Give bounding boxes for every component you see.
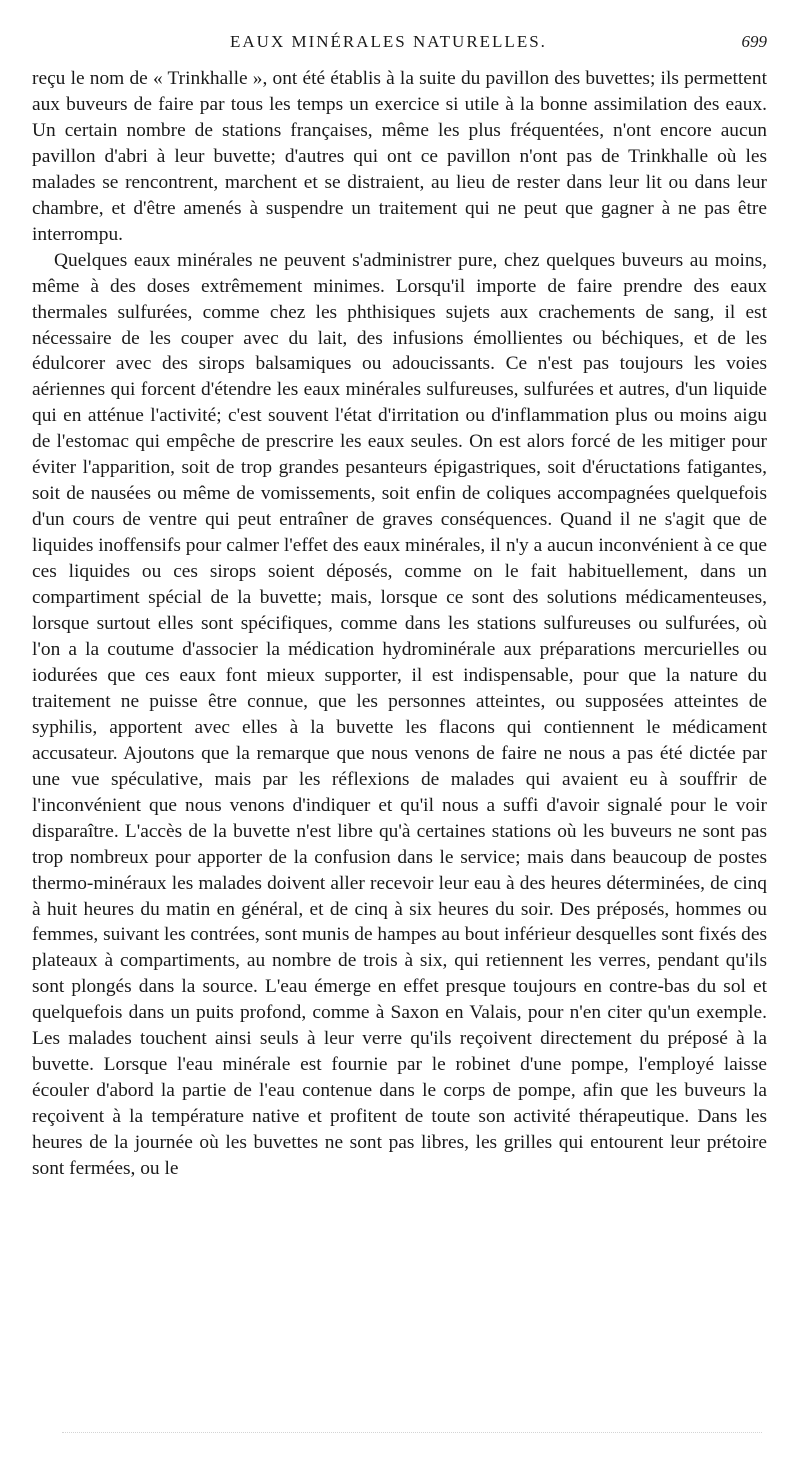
page-number: 699 [741,32,767,51]
running-title: EAUX MINÉRALES NATURELLES. [230,32,547,51]
running-head [32,32,767,56]
paragraph-mineral-waters-dilution: Quelques eaux minérales ne peuvent s'administrer pure, chez quelques buveurs au moins, même à des doses extrêmement minimes. Lorsqu'il importe de faire prendre des eaux thermales sulfurées, comme chez les phthisiques sujets aux crachements de sang, il est nécessaire de les couper avec du lait, des infusions émollientes ou béchiques, et de les édulcorer avec des sirops balsamiques ou adoucissants. Ce n'est pas toujours les voies aériennes qui forcent d'étendre les eaux minérales sulfureuses, sulfurées et autres, d'un liquide qui en atténue l'activité; c'est souvent l'état d'irritation ou d'inflammation plus ou moins aigu de l'estomac qui empêche de prescrire les eaux seules. On est alors forcé de les mitiger pour éviter l'apparition, soit de trop grandes pesanteurs épigastriques, soit d'éructations fatigantes, soit de nausées ou même de vomissements, soit enfin de coliques accompagnées quelquefois d'un cours de ventre qui peut entraîner de graves conséquences. Quand il ne s'agit que de liquides inoffensifs pour calmer l'effet des eaux minérales, il n'y a aucun inconvénient à ce que ces liquides ou ces sirops soient déposés, comme on le fait habituellement, dans un compartiment spécial de la buvette; mais, lorsque ce sont des solutions médicamenteuses, lorsque surtout elles sont spécifiques, comme dans les stations sulfureuses ou sulfurées, où l'on a la coutume d'associer la médication hydrominérale aux préparations mercurielles ou iodurées que ces eaux font mieux supporter, il est indispensable, pour que la nature du traitement ne puisse être connue, que les personnes atteintes, ou supposées atteintes de syphilis, apportent avec elles à la buvette les flacons qui contiennent le médicament accusateur. Ajoutons que la remarque que nous venons de faire ne nous a pas été dictée par une vue spéculative, mais par les réflexions de malades qui avaient eu à souffrir de l'inconvénient que nous venons d'indiquer et qu'il nous a suffi d'avoir signalé pour le voir disparaître. L'accès de la buvette n'est libre qu'à certaines stations où les buveurs ne sont pas trop nombreux pour apporter de la confusion dans le service; mais dans beaucoup de postes thermo-minéraux les malades doivent aller recevoir leur eau à des heures déterminées, de cinq à huit heures du matin en général, et de cinq à six heures du soir. Des préposés, hommes ou femmes, suivant les contrées, sont munis de hampes au bout inférieur desquelles sont fixés des plateaux à compartiments, au nombre de trois à six, qui retiennent les verres, pendant qu'ils sont plongés dans la source. L'eau émerge en effet presque toujours en contre-bas du sol et quelquefois dans un puits profond, comme à Saxon en Valais, pour n'en citer qu'un exemple. Les malades touchent ainsi seuls à leur verre qu'ils reçoivent directement du préposé à la buvette. Lorsque l'eau minérale est fournie par le robinet d'une pompe, l'employé laisse écouler d'abord la partie de l'eau contenue dans le corps de pompe, afin que les buveurs la reçoivent à la température native et profitent de toute son activité thérapeutique. Dans les heures de la journée où les buvettes ne sont pas libres, les grilles qui entourent leur prétoire sont fermées, ou le [32,249,767,1180]
footer-scan-artifact [62,1432,762,1435]
body-text [32,66,767,1182]
paragraph-continued: reçu le nom de « Trinkhalle », ont été établis à la suite du pavillon des buvettes; ils permettent aux buveurs de faire par tous les temps un exercice si utile à la bonne assimilation des eaux. Un certain nombre de stations françaises, même les plus fréquentées, n'ont encore aucun pavillon d'abri à leur buvette; d'autres qui ont ce pavillon n'ont pas de Trinkhalle où les malades se rencontrent, marchent et se distraient, au lieu de rester dans leur lit ou dans leur chambre, et d'être amenés à suspendre un traitement qui ne peut que gagner à ne pas être interrompu. [32,68,767,245]
